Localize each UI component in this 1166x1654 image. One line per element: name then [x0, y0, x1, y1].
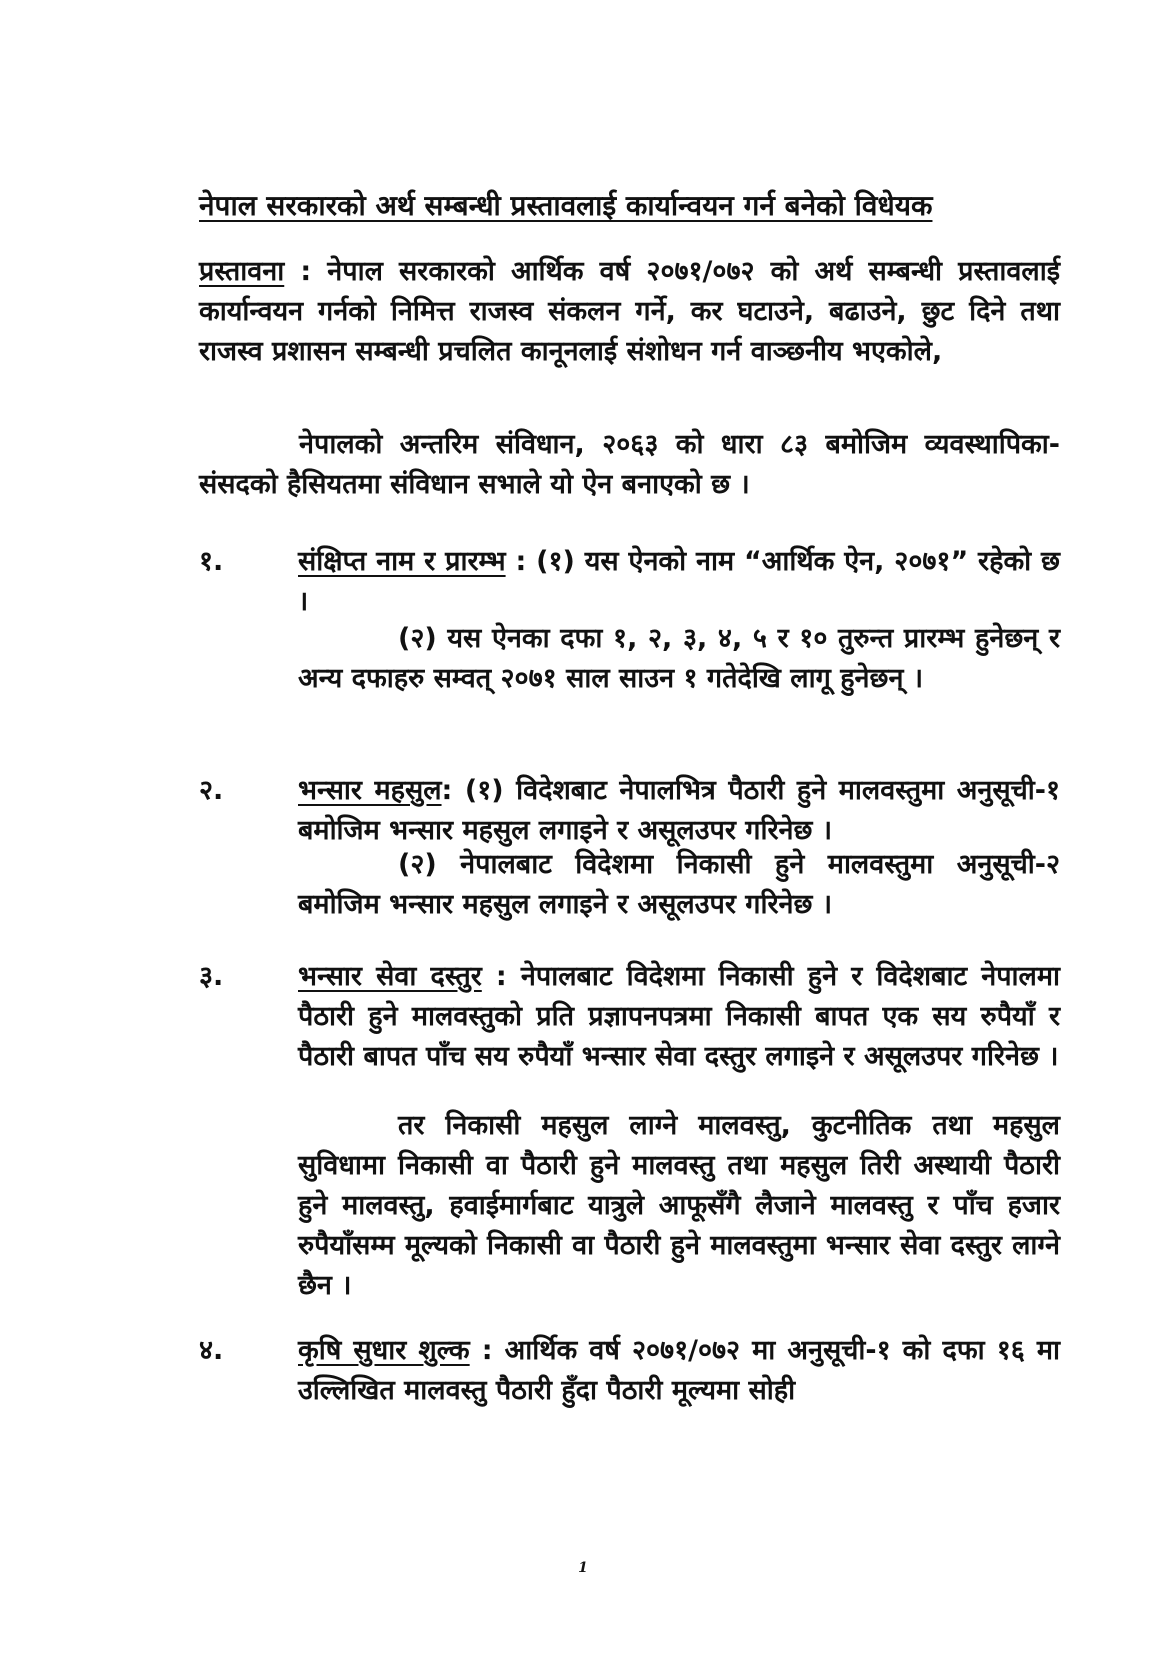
section-3-paragraph [298, 957, 1060, 1077]
section-1-separator: : [505, 546, 537, 577]
section-3-heading: भन्सार सेवा दस्तुर [298, 961, 482, 992]
section-1-paragraph [298, 542, 1060, 622]
section-2-subsection-2: (२) नेपालबाट विदेशमा निकासी हुने मालवस्तुमा अनुसूची-२ बमोजिम भन्सार महसुल लगाइने र असूलउपर गरिनेछ । [298, 849, 1060, 920]
section-2-paragraph [298, 771, 1060, 851]
section-2-text: (१) विदेशबाट नेपालभित्र पैठारी हुने मालवस्तुमा अनुसूची-१ बमोजिम भन्सार महसुल लगाइने र असूलउपर गरिनेछ । [298, 775, 1061, 846]
section-2-heading: भन्सार महसुल [298, 775, 442, 806]
section-3-separator: : [481, 961, 521, 992]
section-4-paragraph [298, 1331, 1060, 1411]
preamble-text: नेपाल सरकारको आर्थिक वर्ष २०७१/०७२ को अर्थ सम्बन्धी प्रस्तावलाई कार्यान्वयन गर्नको निमित्त राजस्व संकलन गर्ने, कर घटाउने, बढाउने, छुट दिने तथा राजस्व प्रशासन सम्बन्धी प्रचलित कानूनलाई संशोधन गर्न वाञ्छनीय भएकोले, [199, 256, 1060, 367]
document-title: नेपाल सरकारको अर्थ सम्बन्धी प्रस्तावलाई कार्यान्वयन गर्न बनेको विधेयक [199, 189, 933, 222]
section-number-4: ४. [199, 1335, 224, 1366]
section-3-proviso: तर निकासी महसुल लाग्ने मालवस्तु, कुटनीतिक तथा महसुल सुविधामा निकासी वा पैठारी हुने मालवस्तु तथा महसुल तिरी अस्थायी पैठारी हुने मालवस्तु, हवाईमार्गबाट यात्रुले आफूसँगै लैजाने मालवस्तु र पाँच हजार रुपैयाँसम्म मूल्यको निकासी वा पैठारी हुने मालवस्तुमा भन्सार सेवा दस्तुर लाग्ने छैन । [298, 1110, 1060, 1301]
enactment-paragraph: नेपालको अन्तरिम संविधान, २०६३ को धारा ८३ बमोजिम व्यवस्थापिका-संसदको हैसियतमा संविधान सभाले यो ऐन बनाएको छ । [199, 429, 1060, 500]
section-number-2: २. [199, 775, 224, 806]
section-2-separator: : [441, 775, 465, 806]
section-1-subsection-2: (२) यस ऐनका दफा १, २, ३, ४, ५ र १० तुरुन्त प्रारम्भ हुनेछन् र अन्य दफाहरु सम्वत् २०७१ साल साउन १ गतेदेखि लागू हुनेछन् । [298, 623, 1060, 694]
section-4-heading: कृषि सुधार शुल्क [298, 1335, 470, 1366]
preamble-separator: : [284, 256, 328, 287]
section-number-3: ३. [199, 961, 224, 992]
page-number: 1 [578, 1560, 588, 1576]
section-4-separator: : [469, 1335, 505, 1366]
preamble-paragraph [199, 252, 1060, 372]
preamble-label: प्रस्तावना [199, 256, 285, 287]
section-1-text: (१) यस ऐनको नाम “आर्थिक ऐन, २०७१” रहेको छ । [298, 546, 1060, 617]
section-1-heading: संक्षिप्त नाम र प्रारम्भ [298, 546, 506, 577]
section-3-text: नेपालबाट विदेशमा निकासी हुने र विदेशबाट नेपालमा पैठारी हुने मालवस्तुको प्रति प्रज्ञापनपत्रमा निकासी बापत एक सय रुपैयाँ र पैठारी बापत पाँच सय रुपैयाँ भन्सार सेवा दस्तुर लगाइने र असूलउपर गरिनेछ । [298, 961, 1060, 1072]
section-4-text: आर्थिक वर्ष २०७१/०७२ मा अनुसूची-१ को दफा १६ मा उल्लिखित मालवस्तु पैठारी हुँदा पैठारी मूल्यमा सोही [298, 1335, 1060, 1406]
section-number-1: १. [199, 546, 224, 577]
